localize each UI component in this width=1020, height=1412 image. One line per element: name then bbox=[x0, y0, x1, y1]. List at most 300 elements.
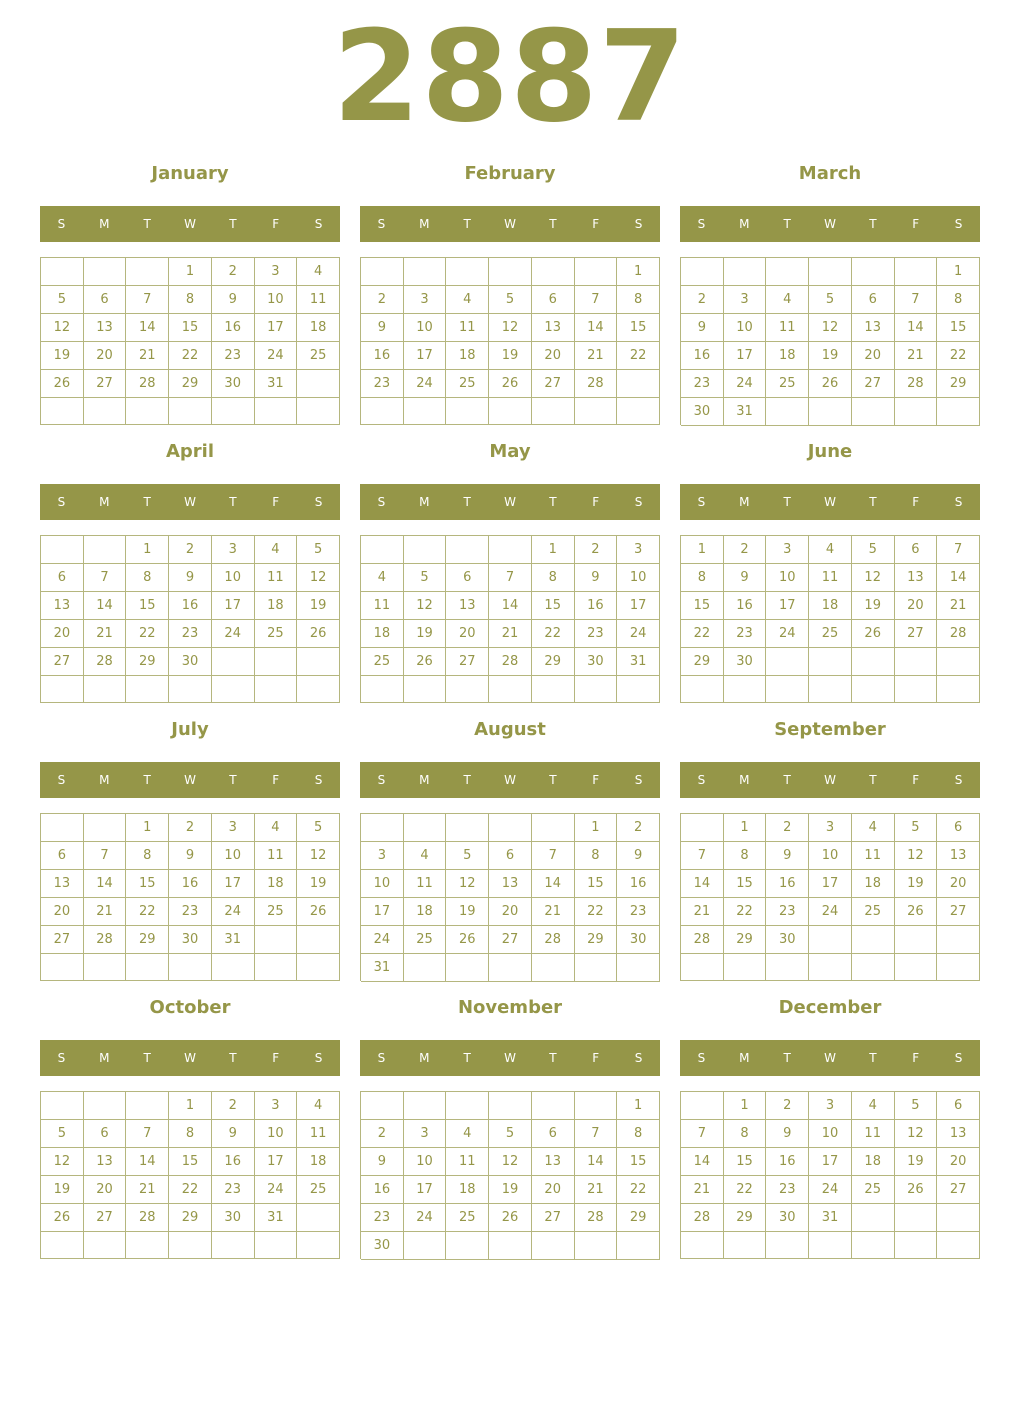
day-cell: 1 bbox=[169, 1092, 212, 1120]
empty-cell bbox=[297, 648, 340, 676]
day-cell: 9 bbox=[681, 314, 724, 342]
weekday-label: F bbox=[272, 773, 280, 787]
empty-cell bbox=[255, 1232, 298, 1259]
weekday-label: T bbox=[463, 773, 471, 787]
month-name: April bbox=[165, 441, 215, 462]
empty-cell bbox=[532, 398, 575, 425]
empty-cell bbox=[575, 1092, 618, 1120]
weekday-label: T bbox=[869, 773, 877, 787]
day-cell: 21 bbox=[532, 898, 575, 926]
day-cell: 27 bbox=[84, 1204, 127, 1232]
day-cell: 12 bbox=[489, 314, 532, 342]
day-cell: 16 bbox=[681, 342, 724, 370]
day-cell: 15 bbox=[617, 314, 660, 342]
year-title: 2887 bbox=[332, 3, 688, 150]
day-cell: 18 bbox=[404, 898, 447, 926]
day-cell: 15 bbox=[724, 870, 767, 898]
day-cell: 16 bbox=[212, 314, 255, 342]
weekday-label: W bbox=[824, 1051, 836, 1065]
weekday-label: W bbox=[184, 773, 196, 787]
empty-cell bbox=[681, 954, 724, 981]
day-cell: 31 bbox=[255, 370, 298, 398]
day-cell: 30 bbox=[212, 1204, 255, 1232]
empty-cell bbox=[575, 258, 618, 286]
empty-cell bbox=[895, 648, 938, 676]
day-cell: 17 bbox=[809, 1148, 852, 1176]
empty-cell bbox=[41, 954, 84, 981]
day-cell: 10 bbox=[766, 564, 809, 592]
empty-cell bbox=[255, 648, 298, 676]
day-cell: 3 bbox=[255, 258, 298, 286]
empty-cell bbox=[212, 398, 255, 425]
weekday-header bbox=[360, 1040, 660, 1076]
empty-cell bbox=[937, 648, 980, 676]
day-cell: 2 bbox=[617, 814, 660, 842]
empty-cell bbox=[404, 536, 447, 564]
day-cell: 15 bbox=[532, 592, 575, 620]
weekday-label: S bbox=[377, 1051, 386, 1065]
day-cell: 4 bbox=[255, 536, 298, 564]
day-cell: 26 bbox=[489, 370, 532, 398]
day-cell: 24 bbox=[809, 1176, 852, 1204]
day-cell: 19 bbox=[404, 620, 447, 648]
day-cell: 26 bbox=[895, 1176, 938, 1204]
weekday-label: T bbox=[463, 495, 471, 509]
day-cell: 9 bbox=[361, 1148, 404, 1176]
empty-cell bbox=[895, 676, 938, 703]
day-cell: 18 bbox=[766, 342, 809, 370]
day-cell: 8 bbox=[126, 842, 169, 870]
day-cell: 18 bbox=[446, 342, 489, 370]
empty-cell bbox=[724, 1232, 767, 1259]
day-cell: 30 bbox=[681, 398, 724, 426]
day-cell: 8 bbox=[532, 564, 575, 592]
day-cell: 12 bbox=[404, 592, 447, 620]
day-cell: 4 bbox=[297, 258, 340, 286]
day-cell: 4 bbox=[361, 564, 404, 592]
day-cell: 25 bbox=[852, 898, 895, 926]
empty-cell bbox=[852, 1204, 895, 1232]
empty-cell bbox=[297, 676, 340, 703]
day-cell: 20 bbox=[532, 342, 575, 370]
empty-cell bbox=[446, 1232, 489, 1260]
empty-cell bbox=[724, 258, 767, 286]
empty-cell bbox=[809, 676, 852, 703]
day-cell: 27 bbox=[852, 370, 895, 398]
day-cell: 6 bbox=[41, 564, 84, 592]
empty-cell bbox=[575, 954, 618, 982]
weekday-label: T bbox=[229, 1051, 237, 1065]
day-cell: 26 bbox=[852, 620, 895, 648]
day-cell: 5 bbox=[297, 814, 340, 842]
day-cell: 21 bbox=[681, 898, 724, 926]
day-cell: 23 bbox=[169, 620, 212, 648]
day-cell: 1 bbox=[575, 814, 618, 842]
weekday-label: S bbox=[954, 1051, 963, 1065]
day-cell: 6 bbox=[84, 1120, 127, 1148]
day-grid bbox=[360, 257, 660, 425]
day-cell: 21 bbox=[84, 898, 127, 926]
empty-cell bbox=[126, 676, 169, 703]
day-grid bbox=[680, 257, 980, 425]
day-cell: 16 bbox=[617, 870, 660, 898]
day-cell: 1 bbox=[681, 536, 724, 564]
day-cell: 27 bbox=[84, 370, 127, 398]
weekday-label: S bbox=[57, 773, 66, 787]
empty-cell bbox=[895, 1232, 938, 1259]
day-cell: 12 bbox=[297, 842, 340, 870]
empty-cell bbox=[126, 1092, 169, 1120]
day-cell: 30 bbox=[575, 648, 618, 676]
day-cell: 6 bbox=[532, 286, 575, 314]
weekday-label: M bbox=[419, 1051, 430, 1065]
day-cell: 15 bbox=[575, 870, 618, 898]
day-cell: 24 bbox=[809, 898, 852, 926]
empty-cell bbox=[169, 398, 212, 425]
day-cell: 24 bbox=[212, 620, 255, 648]
day-cell: 8 bbox=[724, 842, 767, 870]
empty-cell bbox=[212, 648, 255, 676]
day-cell: 15 bbox=[126, 592, 169, 620]
weekday-header bbox=[40, 762, 340, 798]
day-cell: 12 bbox=[852, 564, 895, 592]
day-cell: 3 bbox=[212, 814, 255, 842]
day-cell: 10 bbox=[255, 286, 298, 314]
weekday-label: S bbox=[954, 217, 963, 231]
weekday-label: T bbox=[229, 495, 237, 509]
empty-cell bbox=[575, 1232, 618, 1260]
day-cell: 15 bbox=[169, 1148, 212, 1176]
day-cell: 30 bbox=[169, 926, 212, 954]
day-cell: 22 bbox=[126, 898, 169, 926]
day-cell: 2 bbox=[212, 258, 255, 286]
day-cell: 27 bbox=[895, 620, 938, 648]
day-cell: 20 bbox=[41, 620, 84, 648]
day-cell: 28 bbox=[681, 926, 724, 954]
day-cell: 23 bbox=[766, 898, 809, 926]
empty-cell bbox=[724, 954, 767, 981]
day-cell: 5 bbox=[895, 1092, 938, 1120]
weekday-label: T bbox=[143, 773, 151, 787]
weekday-label: S bbox=[377, 217, 386, 231]
weekday-label: T bbox=[549, 1051, 557, 1065]
day-cell: 6 bbox=[41, 842, 84, 870]
day-cell: 13 bbox=[446, 592, 489, 620]
weekday-label: T bbox=[463, 1051, 471, 1065]
day-cell: 25 bbox=[255, 620, 298, 648]
weekday-label: T bbox=[783, 1051, 791, 1065]
day-cell: 19 bbox=[489, 1176, 532, 1204]
empty-cell bbox=[84, 536, 127, 564]
day-cell: 6 bbox=[852, 286, 895, 314]
day-cell: 19 bbox=[41, 1176, 84, 1204]
day-cell: 6 bbox=[937, 814, 980, 842]
day-cell: 26 bbox=[41, 370, 84, 398]
empty-cell bbox=[297, 1232, 340, 1259]
day-cell: 25 bbox=[446, 1204, 489, 1232]
day-cell: 28 bbox=[84, 926, 127, 954]
day-cell: 1 bbox=[724, 814, 767, 842]
day-cell: 6 bbox=[446, 564, 489, 592]
day-cell: 4 bbox=[446, 286, 489, 314]
day-cell: 28 bbox=[575, 1204, 618, 1232]
day-cell: 25 bbox=[297, 342, 340, 370]
day-cell: 25 bbox=[446, 370, 489, 398]
weekday-label: S bbox=[634, 773, 643, 787]
empty-cell bbox=[446, 676, 489, 703]
day-cell: 31 bbox=[809, 1204, 852, 1232]
day-cell: 23 bbox=[724, 620, 767, 648]
day-cell: 10 bbox=[212, 564, 255, 592]
empty-cell bbox=[255, 398, 298, 425]
empty-cell bbox=[681, 258, 724, 286]
day-cell: 27 bbox=[937, 1176, 980, 1204]
empty-cell bbox=[489, 536, 532, 564]
weekday-header bbox=[360, 484, 660, 520]
weekday-label: W bbox=[504, 217, 516, 231]
day-cell: 15 bbox=[724, 1148, 767, 1176]
empty-cell bbox=[446, 258, 489, 286]
day-cell: 23 bbox=[575, 620, 618, 648]
day-cell: 7 bbox=[575, 1120, 618, 1148]
day-cell: 19 bbox=[489, 342, 532, 370]
empty-cell bbox=[617, 954, 660, 982]
empty-cell bbox=[617, 398, 660, 425]
day-cell: 24 bbox=[404, 1204, 447, 1232]
empty-cell bbox=[41, 258, 84, 286]
day-cell: 12 bbox=[809, 314, 852, 342]
weekday-label: S bbox=[697, 773, 706, 787]
day-cell: 20 bbox=[852, 342, 895, 370]
weekday-label: S bbox=[314, 1051, 323, 1065]
empty-cell bbox=[681, 1092, 724, 1120]
day-cell: 9 bbox=[766, 842, 809, 870]
weekday-label: W bbox=[824, 217, 836, 231]
day-cell: 24 bbox=[255, 1176, 298, 1204]
day-cell: 27 bbox=[532, 1204, 575, 1232]
day-cell: 14 bbox=[126, 314, 169, 342]
weekday-label: W bbox=[504, 1051, 516, 1065]
day-cell: 24 bbox=[255, 342, 298, 370]
empty-cell bbox=[297, 954, 340, 981]
day-cell: 13 bbox=[532, 1148, 575, 1176]
day-cell: 22 bbox=[681, 620, 724, 648]
empty-cell bbox=[937, 398, 980, 426]
day-cell: 11 bbox=[809, 564, 852, 592]
day-cell: 22 bbox=[575, 898, 618, 926]
day-cell: 17 bbox=[212, 592, 255, 620]
day-cell: 1 bbox=[617, 258, 660, 286]
day-cell: 25 bbox=[766, 370, 809, 398]
weekday-label: T bbox=[143, 1051, 151, 1065]
day-cell: 30 bbox=[169, 648, 212, 676]
day-cell: 19 bbox=[41, 342, 84, 370]
day-cell: 31 bbox=[212, 926, 255, 954]
day-cell: 5 bbox=[809, 286, 852, 314]
weekday-label: T bbox=[549, 217, 557, 231]
day-cell: 6 bbox=[895, 536, 938, 564]
day-cell: 10 bbox=[724, 314, 767, 342]
empty-cell bbox=[532, 258, 575, 286]
day-cell: 30 bbox=[766, 1204, 809, 1232]
day-cell: 27 bbox=[41, 926, 84, 954]
day-cell: 3 bbox=[617, 536, 660, 564]
month-name: August bbox=[474, 719, 546, 740]
empty-cell bbox=[126, 398, 169, 425]
weekday-label: M bbox=[99, 773, 110, 787]
day-cell: 18 bbox=[852, 870, 895, 898]
day-cell: 31 bbox=[617, 648, 660, 676]
day-cell: 23 bbox=[617, 898, 660, 926]
empty-cell bbox=[766, 954, 809, 981]
empty-cell bbox=[532, 1232, 575, 1260]
weekday-label: W bbox=[504, 495, 516, 509]
empty-cell bbox=[895, 398, 938, 426]
day-cell: 11 bbox=[852, 842, 895, 870]
day-cell: 22 bbox=[937, 342, 980, 370]
month-name: March bbox=[798, 163, 862, 184]
weekday-label: S bbox=[634, 495, 643, 509]
day-cell: 1 bbox=[937, 258, 980, 286]
day-cell: 26 bbox=[809, 370, 852, 398]
day-cell: 18 bbox=[361, 620, 404, 648]
weekday-label: F bbox=[592, 1051, 600, 1065]
day-cell: 27 bbox=[489, 926, 532, 954]
empty-cell bbox=[852, 926, 895, 954]
day-cell: 9 bbox=[575, 564, 618, 592]
empty-cell bbox=[84, 258, 127, 286]
day-cell: 6 bbox=[532, 1120, 575, 1148]
day-cell: 4 bbox=[852, 814, 895, 842]
empty-cell bbox=[489, 1092, 532, 1120]
day-cell: 30 bbox=[617, 926, 660, 954]
weekday-label: S bbox=[697, 1051, 706, 1065]
empty-cell bbox=[361, 398, 404, 425]
weekday-label: S bbox=[954, 773, 963, 787]
day-cell: 29 bbox=[532, 648, 575, 676]
day-cell: 7 bbox=[489, 564, 532, 592]
day-cell: 16 bbox=[361, 342, 404, 370]
day-cell: 14 bbox=[126, 1148, 169, 1176]
weekday-label: T bbox=[143, 217, 151, 231]
empty-cell bbox=[41, 1092, 84, 1120]
day-cell: 8 bbox=[617, 286, 660, 314]
weekday-label: M bbox=[419, 495, 430, 509]
day-cell: 3 bbox=[361, 842, 404, 870]
day-cell: 12 bbox=[297, 564, 340, 592]
weekday-label: S bbox=[377, 495, 386, 509]
day-cell: 2 bbox=[766, 814, 809, 842]
day-cell: 11 bbox=[852, 1120, 895, 1148]
empty-cell bbox=[404, 954, 447, 982]
day-cell: 26 bbox=[41, 1204, 84, 1232]
day-cell: 13 bbox=[895, 564, 938, 592]
day-cell: 17 bbox=[255, 1148, 298, 1176]
day-cell: 9 bbox=[169, 842, 212, 870]
day-cell: 28 bbox=[532, 926, 575, 954]
day-cell: 4 bbox=[446, 1120, 489, 1148]
day-cell: 20 bbox=[937, 870, 980, 898]
weekday-label: M bbox=[99, 217, 110, 231]
weekday-label: M bbox=[739, 217, 750, 231]
month-name: February bbox=[464, 163, 556, 184]
day-cell: 21 bbox=[895, 342, 938, 370]
day-cell: 24 bbox=[361, 926, 404, 954]
month-name: January bbox=[151, 163, 229, 184]
day-cell: 2 bbox=[724, 536, 767, 564]
day-cell: 23 bbox=[361, 370, 404, 398]
day-cell: 4 bbox=[809, 536, 852, 564]
weekday-label: F bbox=[912, 217, 920, 231]
day-cell: 24 bbox=[404, 370, 447, 398]
weekday-label: S bbox=[954, 495, 963, 509]
day-cell: 8 bbox=[724, 1120, 767, 1148]
day-cell: 10 bbox=[255, 1120, 298, 1148]
day-cell: 13 bbox=[41, 870, 84, 898]
day-cell: 18 bbox=[297, 314, 340, 342]
empty-cell bbox=[489, 258, 532, 286]
empty-cell bbox=[766, 676, 809, 703]
day-cell: 20 bbox=[446, 620, 489, 648]
day-cell: 4 bbox=[255, 814, 298, 842]
weekday-label: F bbox=[592, 495, 600, 509]
empty-cell bbox=[212, 1232, 255, 1259]
empty-cell bbox=[297, 398, 340, 425]
day-cell: 16 bbox=[169, 592, 212, 620]
day-cell: 7 bbox=[532, 842, 575, 870]
day-cell: 2 bbox=[766, 1092, 809, 1120]
empty-cell bbox=[937, 1232, 980, 1259]
day-cell: 2 bbox=[681, 286, 724, 314]
day-cell: 5 bbox=[489, 1120, 532, 1148]
weekday-label: M bbox=[99, 495, 110, 509]
day-cell: 28 bbox=[84, 648, 127, 676]
day-cell: 22 bbox=[724, 1176, 767, 1204]
day-cell: 4 bbox=[297, 1092, 340, 1120]
weekday-label: F bbox=[272, 495, 280, 509]
day-cell: 29 bbox=[681, 648, 724, 676]
day-cell: 14 bbox=[84, 592, 127, 620]
day-cell: 3 bbox=[404, 1120, 447, 1148]
day-cell: 15 bbox=[617, 1148, 660, 1176]
weekday-label: T bbox=[229, 773, 237, 787]
day-cell: 10 bbox=[404, 314, 447, 342]
day-cell: 29 bbox=[169, 1204, 212, 1232]
weekday-label: S bbox=[314, 773, 323, 787]
day-cell: 23 bbox=[361, 1204, 404, 1232]
day-grid bbox=[40, 813, 340, 981]
day-cell: 8 bbox=[681, 564, 724, 592]
weekday-header bbox=[680, 1040, 980, 1076]
day-cell: 9 bbox=[724, 564, 767, 592]
day-cell: 5 bbox=[895, 814, 938, 842]
empty-cell bbox=[169, 954, 212, 981]
day-cell: 28 bbox=[489, 648, 532, 676]
day-cell: 14 bbox=[681, 870, 724, 898]
weekday-label: M bbox=[419, 217, 430, 231]
weekday-label: F bbox=[912, 1051, 920, 1065]
day-cell: 20 bbox=[937, 1148, 980, 1176]
day-cell: 16 bbox=[212, 1148, 255, 1176]
day-cell: 1 bbox=[532, 536, 575, 564]
weekday-label: F bbox=[592, 773, 600, 787]
empty-cell bbox=[255, 954, 298, 981]
day-cell: 14 bbox=[532, 870, 575, 898]
day-grid bbox=[360, 1091, 660, 1259]
weekday-label: W bbox=[824, 773, 836, 787]
weekday-label: S bbox=[314, 217, 323, 231]
day-cell: 25 bbox=[297, 1176, 340, 1204]
